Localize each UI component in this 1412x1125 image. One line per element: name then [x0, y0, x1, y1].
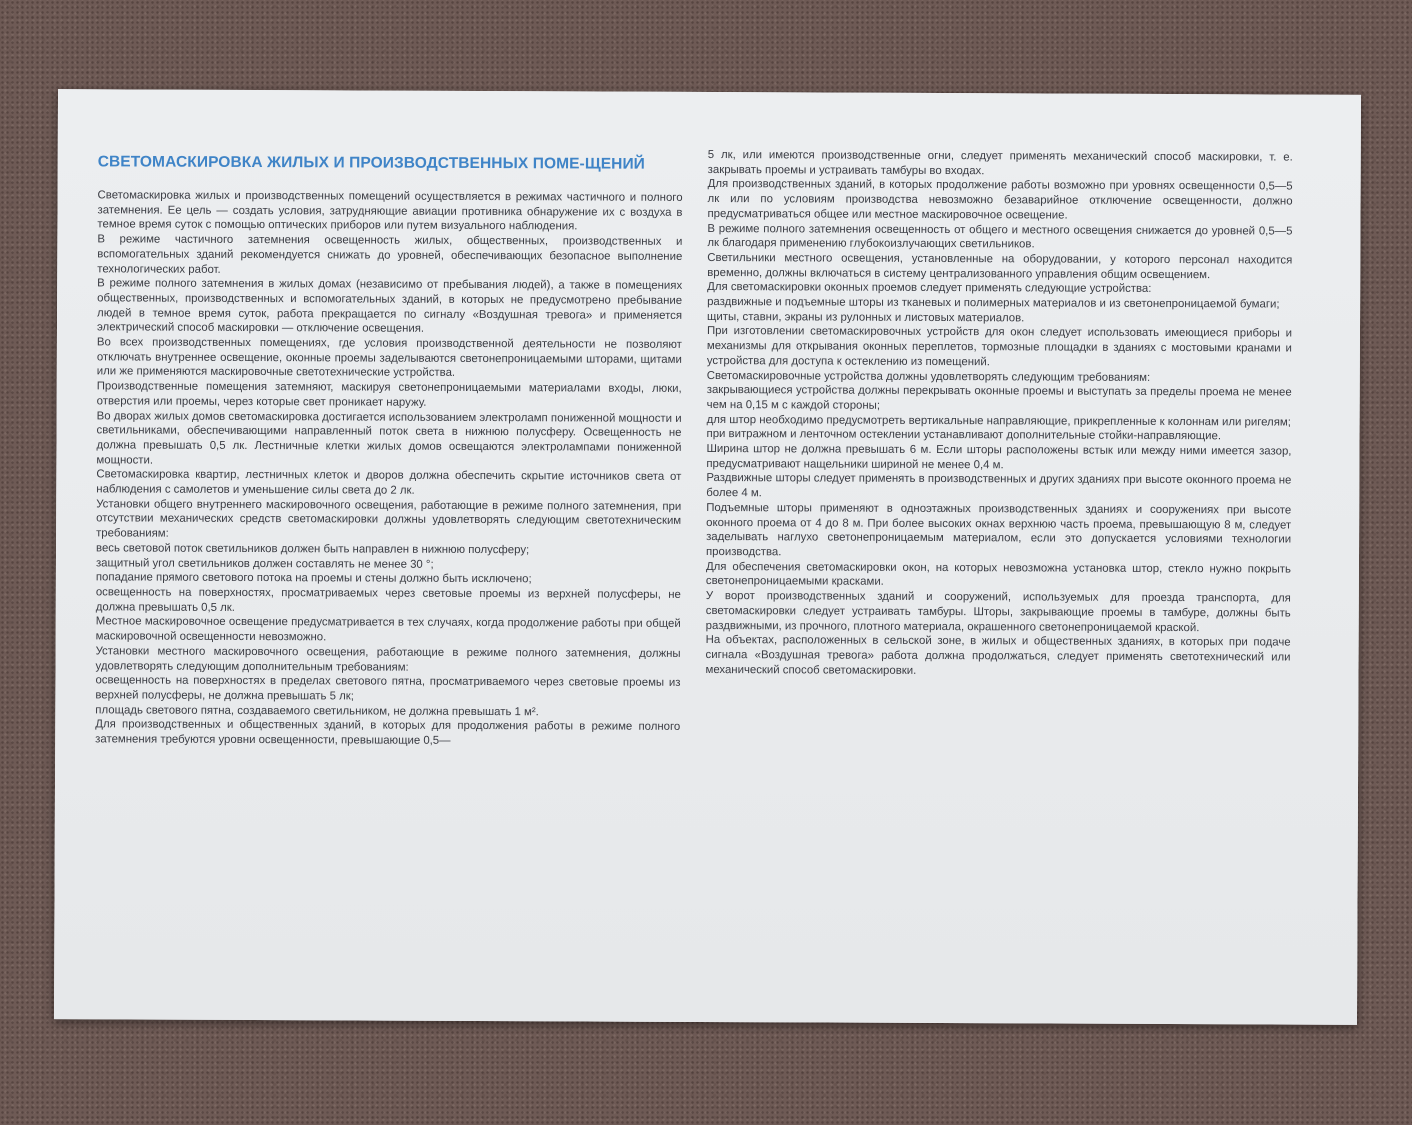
paragraph: попадание прямого светового потока на проемы и стены должно быть исключено;	[95, 571, 532, 586]
paragraph: В режиме частичного затемнения освещенность жилых, общественных, производственных и вспомогательных зданий рекомендуется снижать до уровней, обеспечивающих безопасное выполнение технологических работ.	[97, 233, 683, 276]
paragraph: закрывающиеся устройства должны перекрывать оконные проемы и выступать за пределы проема не менее чем на 0,15 м с каждой стороны;	[706, 384, 1292, 412]
paragraph: Светомаскировка жилых и производственных помещений осуществляется в режимах частичного и полного затемнения. Ее цель — создать условия, затрудняющие авиации противника обнаружение их с воздуха в темное время суток с помощью оптических приборов или путем визуального наблюдения.	[97, 189, 683, 233]
paragraph: Установки местного маскировочного освещения, работающие в режиме полного затемнения, должны удовлетворять следующим дополнительным требованиям:	[95, 645, 681, 674]
left-column	[95, 151, 683, 749]
paragraph: Во всех производственных помещениях, где условия производственной деятельности не позволяют отключать внутреннее освещение, оконные проемы заделываются светонепроницаемыми шторами, щитами или же применяются маскировочные светотехнические устройства.	[96, 336, 682, 380]
paragraph: Светомаскировочные устройства должны удовлетворять следующим требованиям:	[706, 369, 1151, 384]
right-column	[705, 148, 1292, 680]
paragraph: Подъемные шторы применяют в одноэтажных производственных зданиях и сооружениях при высоте оконного проема от 4 до 8 м. При более высоких окнах верхнюю часть проема, превышающую 8 м, следует заделывать наглухо светонепроницаемым материалом, если это допускается условиями технологии производства.	[705, 501, 1292, 559]
paragraph: щиты, ставни, экраны из рулонных и листовых материалов.	[707, 310, 1025, 325]
paragraph: В режиме полного затемнения в жилых домах (независимо от пребывания людей), а также в помещениях общественных, производственных и вспомогательных зданий, в которых не предусмотрено пребывание людей в темное время суток, работа прекращается по сигналу «Воздушная тревога» и применяется электрический способ маскировки — отключение освещения.	[96, 277, 683, 336]
paragraph: Местное маскировочное освещение предусматривается в тех случаях, когда продолжение работы при общей маскировочной освещенности невозможно.	[95, 615, 681, 644]
paragraph: Ширина штор не должна превышать 6 м. Если шторы расположены встык или между ними имеется зазор, предусматривают нащельники шириной не менее 0,4 м.	[706, 443, 1292, 472]
paragraph: Для производственных зданий, в которых продолжение работы возможно при уровнях освещенности 0,5—5 лк или по условиям производства невозможно безаварийное отключение освещенности, должно предусматриваться общее или местное маскировочное освещение.	[707, 178, 1293, 222]
paragraph: У ворот производственных зданий и сооружений, используемых для проезда транспорта, для светомаскировки следует устраивать тамбуры. Шторы, закрывающие проемы в тамбуре, должны быть раздвижными, из прочного, плотного материала, окрашенного светонепроницаемой краской.	[705, 590, 1291, 634]
paragraph: Для обеспечения светомаскировки окон, на которых невозможна установка штор, стекло нужно покрыть светонепроницаемыми красками.	[705, 560, 1291, 589]
document-title: СВЕТОМАСКИРОВКА ЖИЛЫХ И ПРОИЗВОДСТВЕННЫХ ПОМЕ-ЩЕНИЙ	[97, 153, 645, 173]
paragraph: раздвижные и подъемные шторы из тканевых и полимерных материалов и из светонепроницаемой бумаги;	[707, 296, 1280, 311]
paragraph: весь световой поток светильников должен быть направлен в нижнюю полусферу;	[96, 542, 530, 557]
paragraph: Светомаскировка квартир, лестничных клеток и дворов должна обеспечить скрытие источников света от наблюдения с самолетов и уменьшение силы света до 2 лк.	[96, 468, 682, 497]
paragraph: освещенность на поверхностях, просматриваемых через световые проемы из верхней полусферы, не должна превышать 0,5 лк.	[95, 586, 681, 614]
paragraph: освещенность на поверхностях в пределах светового пятна, просматриваемого через световые проемы из верхней полусферы, не должна превышать 5 лк;	[95, 674, 681, 703]
paragraph: при витражном и ленточном остеклении устанавливают дополнительные стойки-направляющие.	[706, 428, 1222, 443]
paragraph: Раздвижные шторы следует применять в производственных и других зданиях при высоте оконного проема не более 4 м.	[706, 472, 1292, 500]
right-paragraphs	[705, 148, 1292, 680]
paragraph: Светильники местного освещения, установленные на оборудовании, у которого персонал находится временно, должны включаться в систему централизованного управления общим освещением.	[707, 251, 1293, 281]
paragraph: Во дворах жилых домов светомаскировка достигается использованием электроламп пониженной мощности и светильниками, обеспечивающими направленный поток света в нижнюю полусферу. Освещенность не должна превышать 0,5 лк. Лестничные клетки жилых домов освещаются электролампами пониженной мощности.	[96, 409, 682, 467]
paragraph: На объектах, расположенных в сельской зоне, в жилых и общественных зданиях, в которых при подаче сигнала «Воздушная тревога» работа должна продолжаться, следует применять светотехнический или механический способ светомаскировки.	[705, 634, 1291, 677]
paragraph: Для светомаскировки оконных проемов следует применять следующие устройства:	[707, 281, 1152, 296]
paragraph: В режиме полного затемнения освещенность от общего и местного освещения снижается до уровней 0,5—5 лк благодаря применению глубокоизлучающих светильников.	[707, 222, 1293, 251]
paragraph: защитный угол светильников должен составлять не менее 30 °;	[95, 556, 434, 571]
paragraph: площадь светового пятна, создаваемого светильником, не должна превышать 1 м².	[95, 703, 539, 718]
paper-sheet	[54, 89, 1361, 1025]
paragraph: При изготовлении светомаскировочных устройств для окон следует использовать имеющиеся приборы и механизмы для открывания оконных переплетов, тормозные площадки в зданиях с мостовыми кранами и устройства для доступа к остеклению из помещений.	[706, 325, 1293, 369]
paragraph: 5 лк, или имеются производственные огни, следует применять механический способ маскировки, т. е. закрывать проемы и устраивать тамбуры во входах.	[707, 148, 1293, 177]
paragraph: Установки общего внутреннего маскировочного освещения, работающие в режиме полного затемнения, при отсутствии механических средств светомаскировки должны удовлетворять следующим светотехническим требованиям:	[96, 498, 682, 540]
paragraph: Для производственных и общественных зданий, в которых для продолжения работы в режиме полного затемнения требуются уровни освещенности, превышающие 0,5—	[95, 718, 681, 747]
paragraph: для штор необходимо предусмотреть вертикальные направляющие, прикрепленные к колоннам или ригелям;	[706, 413, 1291, 429]
paragraph: Производственные помещения затемняют, маскируя светонепроницаемыми материалами входы, люки, отверстия или проемы, через которые свет проникает наружу.	[96, 380, 682, 409]
left-paragraphs	[95, 188, 682, 749]
